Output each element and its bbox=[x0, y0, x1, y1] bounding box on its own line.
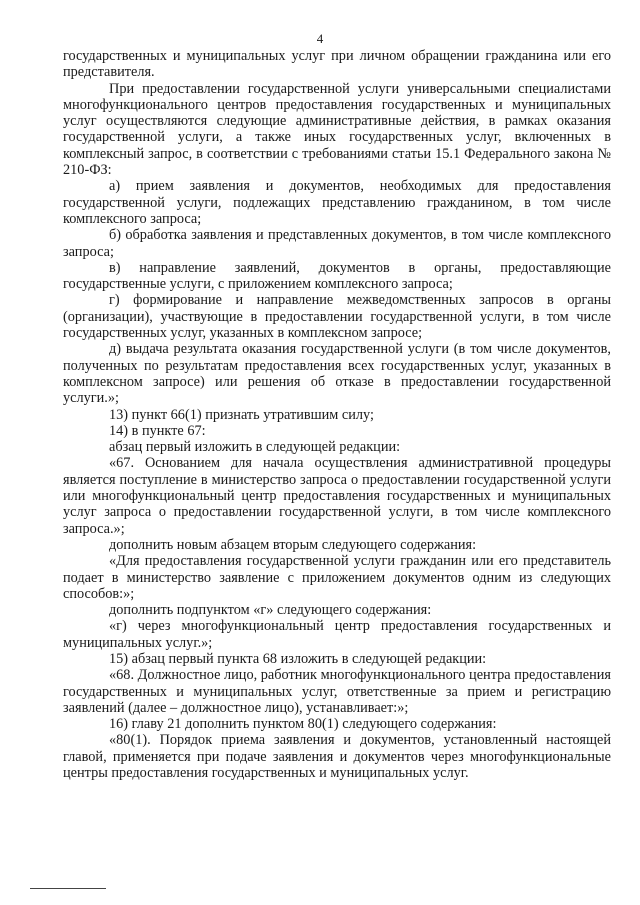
footer-divider bbox=[30, 888, 106, 889]
amendment-15: 15) абзац первый пункта 68 изложить в следующей редакции: bbox=[109, 650, 487, 667]
amendment-13: 13) пункт 66(1) признать утратившим силу; bbox=[109, 406, 374, 423]
amendment-16: 16) главу 21 дополнить пунктом 80(1) следующего содержания: bbox=[109, 716, 497, 733]
amendment-14-subpoint-g: дополнить подпунктом «г» следующего содержания: bbox=[109, 602, 432, 619]
paragraph-continuation: государственных и муниципальных услуг при личном обращении гражданина или его представителя. bbox=[63, 48, 611, 81]
document-body bbox=[63, 48, 611, 781]
list-item-g: г) формирование и направление межведомственных запросов в органы (организации), участвующие в предоставлении государственной услуги, в том числе государственных услуг, указанных в комплексном запросе; bbox=[63, 292, 611, 342]
amendment-14: 14) в пункте 67: bbox=[109, 422, 206, 439]
quote-point-68: «68. Должностное лицо, работник многофункционального центра предоставления государственных и муниципальных услуг, ответственные за прием и регистрацию заявлений (далее – должностное лицо), устанавливает:»; bbox=[63, 667, 611, 716]
list-item-d: д) выдача результата оказания государственной услуги (в том числе документов, полученных по результатам предоставления всех государственных услуг, указанных в комплексном запросе) или решения об отказе в предоставлении государственной услуги.»; bbox=[63, 341, 611, 407]
quote-point-67: «67. Основанием для начала осуществления административной процедуры является поступление в министерство запроса о предоставлении государственной услуги или многофункциональный центр предоставления государственных и муниципальных услуг запроса о предоставлении государственной услуги, в том числе комплексного запроса.»; bbox=[63, 455, 611, 537]
page-number: 4 bbox=[316, 31, 324, 46]
amendment-14-second-paragraph: дополнить новым абзацем вторым следующего содержания: bbox=[109, 536, 477, 553]
list-item-b: б) обработка заявления и представленных документов, в том числе комплексного запроса; bbox=[63, 227, 611, 260]
quote-subpoint-g: «г) через многофункциональный центр предоставления государственных и муниципальных услуг.»; bbox=[63, 618, 611, 651]
list-item-v: в) направление заявлений, документов в органы, предоставляющие государственные услуги, с приложением комплексного запроса; bbox=[63, 259, 611, 293]
amendment-14-intro: абзац первый изложить в следующей редакции: bbox=[109, 439, 401, 456]
list-item-a: а) прием заявления и документов, необходимых для предоставления государственной услуги, подлежащих представлению гражданином, в том числе комплексного запроса; bbox=[63, 178, 611, 227]
quote-point-80-1: «80(1). Порядок приема заявления и документов, установленный настоящей главой, применяется при подаче заявления и документов через многофункциональные центры предоставления государственных и муниципальных услуг. bbox=[63, 732, 611, 782]
quote-submission-methods: «Для предоставления государственной услуги гражданин или его представитель подает в министерство заявление с приложением документов одним из следующих способов:»; bbox=[63, 553, 611, 602]
paragraph-mfc-actions: При предоставлении государственной услуги универсальными специалистами многофункционального центров предоставления государственных и муниципальных услуг осуществляются следующие административные действия, в рамках оказания государственной услуги, а также иных государственных услуг, включенных в комплексный запрос, в соответствии с требованиями статьи 15.1 Федерального закона № 210-ФЗ: bbox=[63, 80, 611, 179]
